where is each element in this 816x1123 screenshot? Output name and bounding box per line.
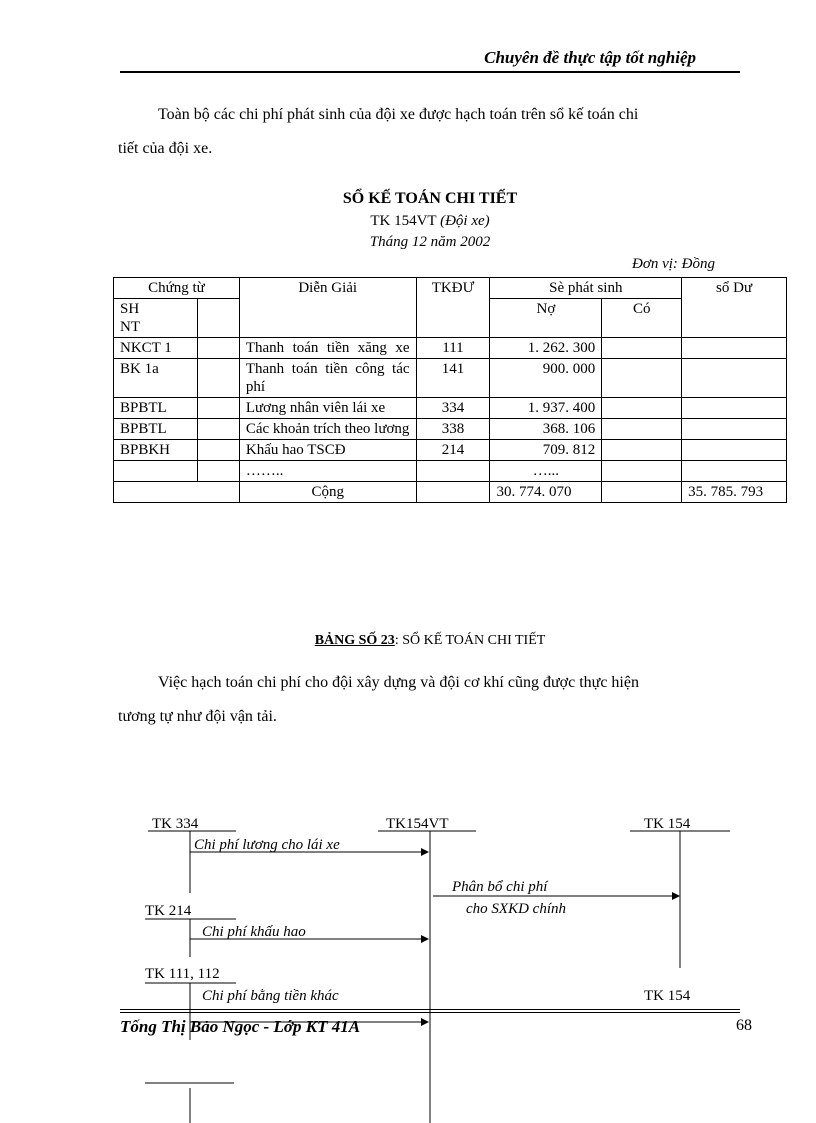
footer-author: Tống Thị Bảo Ngọc - Lớp KT 41A xyxy=(120,1017,361,1036)
row-description: Lương nhân viên lái xe xyxy=(239,398,416,419)
row-description: Thanh toán tiền xăng xe xyxy=(239,338,416,359)
para2-line-1: Việc hạch toán chi phí cho đội xây dựng và đội cơ khí cũng được thực hiện xyxy=(158,674,639,691)
ledger-title: SỔ KẾ TOÁN CHI TIẾT xyxy=(342,190,518,207)
ledger-account-code: TK 154VT xyxy=(370,213,437,229)
row-voucher: NKCT 1 xyxy=(114,338,198,359)
tk111-label: TK 111, 112 xyxy=(145,966,220,982)
header-description: Diễn Giải xyxy=(239,278,416,338)
page-number: 68 xyxy=(736,1017,752,1034)
header-contra-account: TKĐƯ xyxy=(416,278,490,338)
ledger-account-note: (Đội xe) xyxy=(440,213,490,229)
row-debit: 900. 000 xyxy=(490,359,602,398)
header-credit: Có xyxy=(602,299,682,338)
row-description: Khấu hao TSCĐ xyxy=(239,440,416,461)
row-contra: 111 xyxy=(416,338,490,359)
para2-line-2: tương tự như đội vận tải. xyxy=(118,708,277,725)
tk154-top-label: TK 154 xyxy=(644,816,691,832)
ledger-period: Tháng 12 năm 2002 xyxy=(369,234,491,250)
tk154-bottom-label: TK 154 xyxy=(644,988,691,1004)
table-caption-text: : SỔ KẾ TOÁN CHI TIẾT xyxy=(394,633,546,648)
row-description: Thanh toán tiền công tác phí xyxy=(239,359,416,398)
document-header-title: Chuyên đề thực tập tốt nghiệp xyxy=(484,48,696,67)
total-debit: 30. 774. 070 xyxy=(490,482,602,503)
tk154vt-label: TK154VT xyxy=(386,816,449,832)
allocation-label-2: cho SXKD chính xyxy=(466,901,566,917)
salary-cost-label: Chi phí lương cho lái xe xyxy=(194,837,340,853)
ledger-unit: Đơn vị: Đồng xyxy=(632,256,715,272)
header-balance: sổ Dư xyxy=(682,278,787,338)
other-cash-label: Chi phí bằng tiền khác xyxy=(202,988,339,1004)
depreciation-label: Chi phí khấu hao xyxy=(202,924,306,940)
ellipsis-debit: …... xyxy=(490,461,602,482)
row-voucher: BPBKH xyxy=(114,440,198,461)
row-description: Các khoản trích theo lương xyxy=(239,419,416,440)
header-debit: Nợ xyxy=(490,299,602,338)
footer-rule-top xyxy=(120,1009,740,1010)
table-caption-number: BẢNG SỐ 23 xyxy=(314,633,395,648)
intro-line-2: tiết của đội xe. xyxy=(118,140,213,157)
row-contra: 214 xyxy=(416,440,490,461)
header-sh-nt: SH NT xyxy=(114,299,198,338)
row-debit: 368. 106 xyxy=(490,419,602,440)
allocation-label-1: Phân bổ chi phí xyxy=(452,879,548,895)
row-contra: 338 xyxy=(416,419,490,440)
header-arising: Sè phát sinh xyxy=(490,278,682,299)
header-voucher: Chứng từ xyxy=(114,278,240,299)
total-balance: 35. 785. 793 xyxy=(682,482,787,503)
ellipsis-description: …….. xyxy=(239,461,416,482)
total-label: Cộng xyxy=(239,482,416,503)
row-voucher: BPBTL xyxy=(114,419,198,440)
tk214-label: TK 214 xyxy=(145,903,192,919)
row-voucher: BK 1a xyxy=(114,359,198,398)
row-debit: 1. 937. 400 xyxy=(490,398,602,419)
row-contra: 334 xyxy=(416,398,490,419)
tk334-label: TK 334 xyxy=(152,816,199,832)
row-voucher: BPBTL xyxy=(114,398,198,419)
intro-line-1: Toàn bộ các chi phí phát sinh của đội xe được hạch toán trên sổ kế toán chi xyxy=(158,106,639,123)
row-debit: 709. 812 xyxy=(490,440,602,461)
footer-rule-bottom xyxy=(120,1012,740,1013)
row-debit: 1. 262. 300 xyxy=(490,338,602,359)
row-contra: 141 xyxy=(416,359,490,398)
